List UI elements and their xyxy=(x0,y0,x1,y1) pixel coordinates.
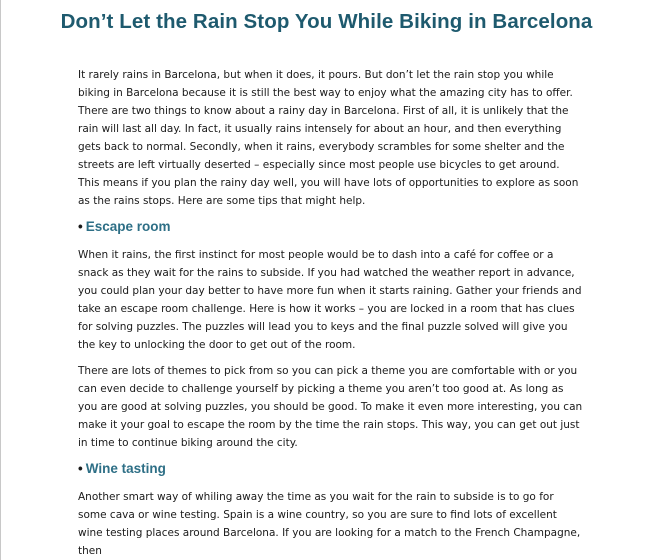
bullet-icon: • xyxy=(78,461,83,476)
escape-room-paragraph-1: When it rains, the first instinct for most people would be to dash into a café for coffee or a snack as they wait for the rains to subside. If you had watched the weather report in advance, you could plan your day better to have more fun when it starts raining. Gather your friends and take an escape room challenge. Here is how it works – you are locked in a room that has clues for solving puzzles. The puzzles will lead you to keys and the final puzzle solved will give you the key to unlocking the door to get out of the room. xyxy=(78,249,582,351)
section-heading-wine-tasting xyxy=(78,460,583,478)
section-heading-text: Wine tasting xyxy=(85,461,166,476)
document-body xyxy=(78,66,583,560)
section-heading-text: Escape room xyxy=(85,219,171,234)
wine-tasting-paragraph-1: Another smart way of whiling away the time as you wait for the rain to subside is to go for some cava or wine testing. Spain is a wine country, so you are sure to find lots of excellent wine testing places around Barcelona. If you are looking for a match to the French Champagne, then xyxy=(78,491,581,557)
document-title: Don’t Let the Rain Stop You While Biking in Barcelona xyxy=(60,10,593,33)
bullet-icon: • xyxy=(78,219,83,234)
intro-paragraph: It rarely rains in Barcelona, but when it does, it pours. But don’t let the rain stop you while biking in Barcelona because it is still the best way to enjoy what the amazing city has to offer. There are two things to know about a rainy day in Barcelona. First of all, it is unlikely that the rain will last all day. In fact, it usually rains intensely for about an hour, and then everything gets back to normal. Secondly, when it rains, everybody scrambles for some shelter and the streets are left virtually deserted – especially since most people use bicycles to get around. This means if you plan the rainy day well, you will have lots of opportunities to explore as soon as the rains stops. Here are some tips that might help. xyxy=(78,69,579,207)
section-heading-escape-room xyxy=(78,218,583,236)
escape-room-paragraph-2: There are lots of themes to pick from so you can pick a theme you are comfortable with or you can even decide to challenge yourself by picking a theme you aren’t too good at. As long as you are good at solving puzzles, you should be good. To make it even more interesting, you can make it your goal to escape the room by the time the rain stops. This way, you can get out just in time to continue biking around the city. xyxy=(78,365,583,449)
